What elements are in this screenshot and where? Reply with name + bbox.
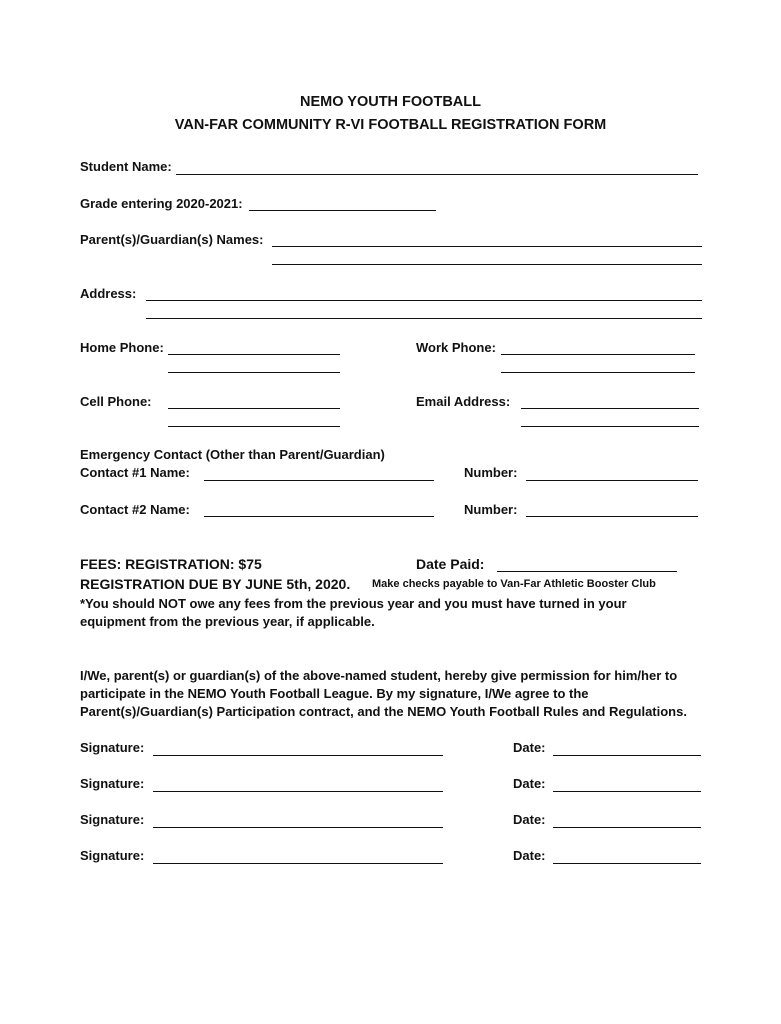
date-label-4: Date: — [513, 848, 546, 863]
date-field-1[interactable] — [553, 755, 701, 756]
work-phone-label: Work Phone: — [416, 340, 496, 355]
permission-line1: I/We, parent(s) or guardian(s) of the above-named student, hereby give permission for him/her to — [80, 668, 678, 683]
address-field-2[interactable] — [146, 318, 702, 319]
signature-field-3[interactable] — [153, 827, 443, 828]
address-label: Address: — [80, 286, 137, 301]
signature-label-4: Signature: — [80, 848, 145, 863]
parents-names-field-2[interactable] — [272, 264, 702, 265]
permission-line2: participate in the NEMO Youth Football League. By my signature, I/We agree to the — [80, 686, 589, 701]
email-field-1[interactable] — [521, 408, 699, 409]
date-label-1: Date: — [513, 740, 546, 755]
student-name-label: Student Name: — [80, 159, 172, 174]
address-field-1[interactable] — [146, 300, 702, 301]
form-title: NEMO YOUTH FOOTBALL — [300, 94, 481, 110]
signature-field-4[interactable] — [153, 863, 443, 864]
grade-field[interactable] — [249, 210, 436, 211]
email-label: Email Address: — [416, 394, 511, 409]
contact1-number-label: Number: — [464, 465, 518, 480]
student-name-field[interactable] — [176, 174, 698, 175]
date-field-3[interactable] — [553, 827, 701, 828]
email-field-2[interactable] — [521, 426, 699, 427]
home-phone-field-2[interactable] — [168, 372, 340, 373]
contact2-name-field[interactable] — [204, 516, 434, 517]
form-subtitle: VAN-FAR COMMUNITY R-VI FOOTBALL REGISTRATION FORM — [174, 117, 607, 133]
signature-label-1: Signature: — [80, 740, 145, 755]
cell-phone-label: Cell Phone: — [80, 394, 152, 409]
date-label-2: Date: — [513, 776, 546, 791]
date-paid-field[interactable] — [497, 571, 677, 572]
date-label-3: Date: — [513, 812, 546, 827]
parents-names-field-1[interactable] — [272, 246, 702, 247]
cell-phone-field-2[interactable] — [168, 426, 340, 427]
fees-registration: FEES: REGISTRATION: $75 — [80, 556, 262, 572]
registration-due: REGISTRATION DUE BY JUNE 5th, 2020. — [80, 576, 351, 592]
date-field-4[interactable] — [553, 863, 701, 864]
parents-names-label: Parent(s)/Guardian(s) Names: — [80, 232, 264, 247]
contact2-number-label: Number: — [464, 502, 518, 517]
contact1-number-field[interactable] — [526, 480, 698, 481]
home-phone-field-1[interactable] — [168, 354, 340, 355]
signature-label-3: Signature: — [80, 812, 145, 827]
checks-payable-note: Make checks payable to Van-Far Athletic Booster Club — [372, 578, 656, 590]
signature-field-2[interactable] — [153, 791, 443, 792]
contact1-name-field[interactable] — [204, 480, 434, 481]
cell-phone-field-1[interactable] — [168, 408, 340, 409]
contact2-number-field[interactable] — [526, 516, 698, 517]
home-phone-label: Home Phone: — [80, 340, 164, 355]
contact1-name-label: Contact #1 Name: — [80, 465, 190, 480]
date-field-2[interactable] — [553, 791, 701, 792]
work-phone-field-1[interactable] — [501, 354, 695, 355]
date-paid-label: Date Paid: — [416, 556, 485, 572]
fees-note-line1: *You should NOT owe any fees from the previous year and you must have turned in your — [80, 596, 627, 611]
contact2-name-label: Contact #2 Name: — [80, 502, 190, 517]
signature-label-2: Signature: — [80, 776, 145, 791]
emergency-heading: Emergency Contact (Other than Parent/Guardian) — [80, 447, 385, 462]
work-phone-field-2[interactable] — [501, 372, 695, 373]
grade-label: Grade entering 2020-2021: — [80, 196, 243, 211]
signature-field-1[interactable] — [153, 755, 443, 756]
permission-line3: Parent(s)/Guardian(s) Participation contract, and the NEMO Youth Football Rules and Regulations. — [80, 704, 687, 719]
fees-note-line2: equipment from the previous year, if applicable. — [80, 614, 375, 629]
